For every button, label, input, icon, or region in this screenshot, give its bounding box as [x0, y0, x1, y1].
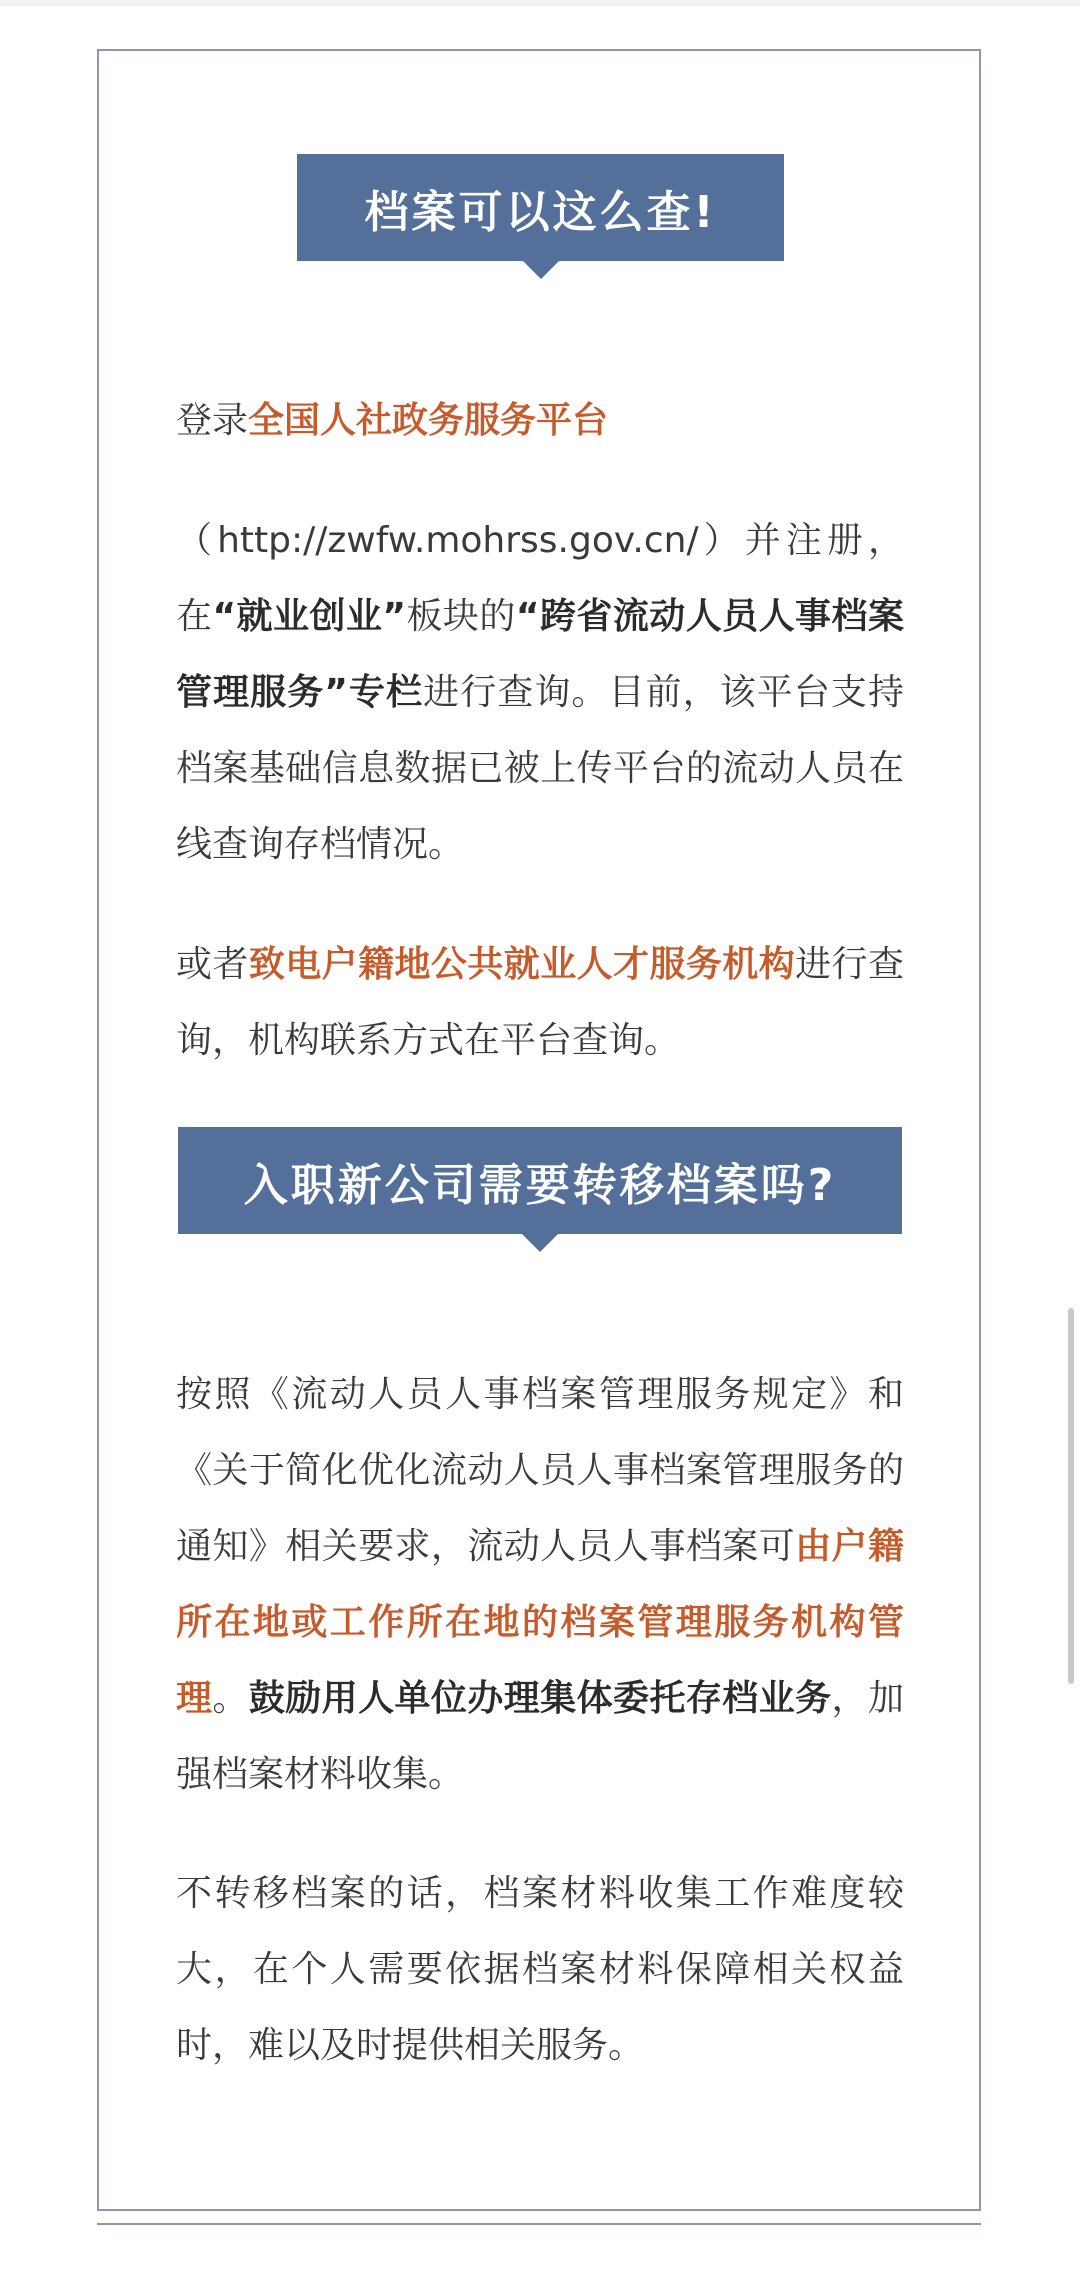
platform-name-highlight: 全国人社政务服务平台 [248, 400, 609, 441]
section-name-bold: “就业创业” [212, 596, 407, 637]
paragraph-text: 或者 [176, 944, 249, 985]
top-divider [0, 0, 1080, 6]
paragraph-text: 按照《流动人员人事档案管理服务规定》和《关于简化优化流动人员人事档案管理服务的通知》相关要求，流动人员人事档案可 [176, 1374, 904, 1567]
section-heading-text: 入职新公司需要转移档案吗? [243, 1159, 837, 1211]
paragraph-no-transfer [176, 1856, 904, 2084]
paragraph-text: 进行查询，机构联系方式在平台查询。 [176, 944, 904, 1061]
paragraph-register [176, 503, 904, 883]
paragraph-text: 进行查询。目前，该平台支持档案基础信息数据已被上传平台的流动人员在线查询存档情况。 [176, 672, 904, 865]
column-name-bold: “跨省流动人员人事档案管理服务”专栏 [176, 596, 904, 713]
scrollbar-thumb[interactable] [1068, 1308, 1074, 1684]
section-heading-transfer [178, 1127, 902, 1234]
paragraph-phone-query [176, 927, 904, 1079]
frame-bottom-divider [97, 2223, 981, 2225]
paragraph-login [176, 383, 904, 459]
management-highlight: 由户籍所在地或工作所在地的档案管理服务机构管理 [176, 1526, 904, 1719]
paragraph-text: 不转移档案的话，档案材料收集工作难度较大，在个人需要依据档案材料保障相关权益时，难以及时提供相关服务。 [176, 1873, 904, 2066]
paragraph-text: 板块的 [406, 596, 516, 637]
section-heading-text: 档案可以这么查! [364, 186, 717, 238]
paragraph-text: ，加强档案材料收集。 [176, 1678, 904, 1795]
agency-highlight: 致电户籍地公共就业人才服务机构 [248, 944, 796, 985]
paragraph-regulation [176, 1357, 904, 1813]
paragraph-text: （http://zwfw.mohrss.gov.cn/）并注册，在 [176, 520, 904, 637]
paragraph-text: 登录 [176, 400, 249, 441]
section-heading-archive-query [297, 154, 784, 261]
encouragement-bold: 鼓励用人单位办理集体委托存档业务 [248, 1678, 832, 1719]
paragraph-text: 。 [212, 1678, 249, 1719]
